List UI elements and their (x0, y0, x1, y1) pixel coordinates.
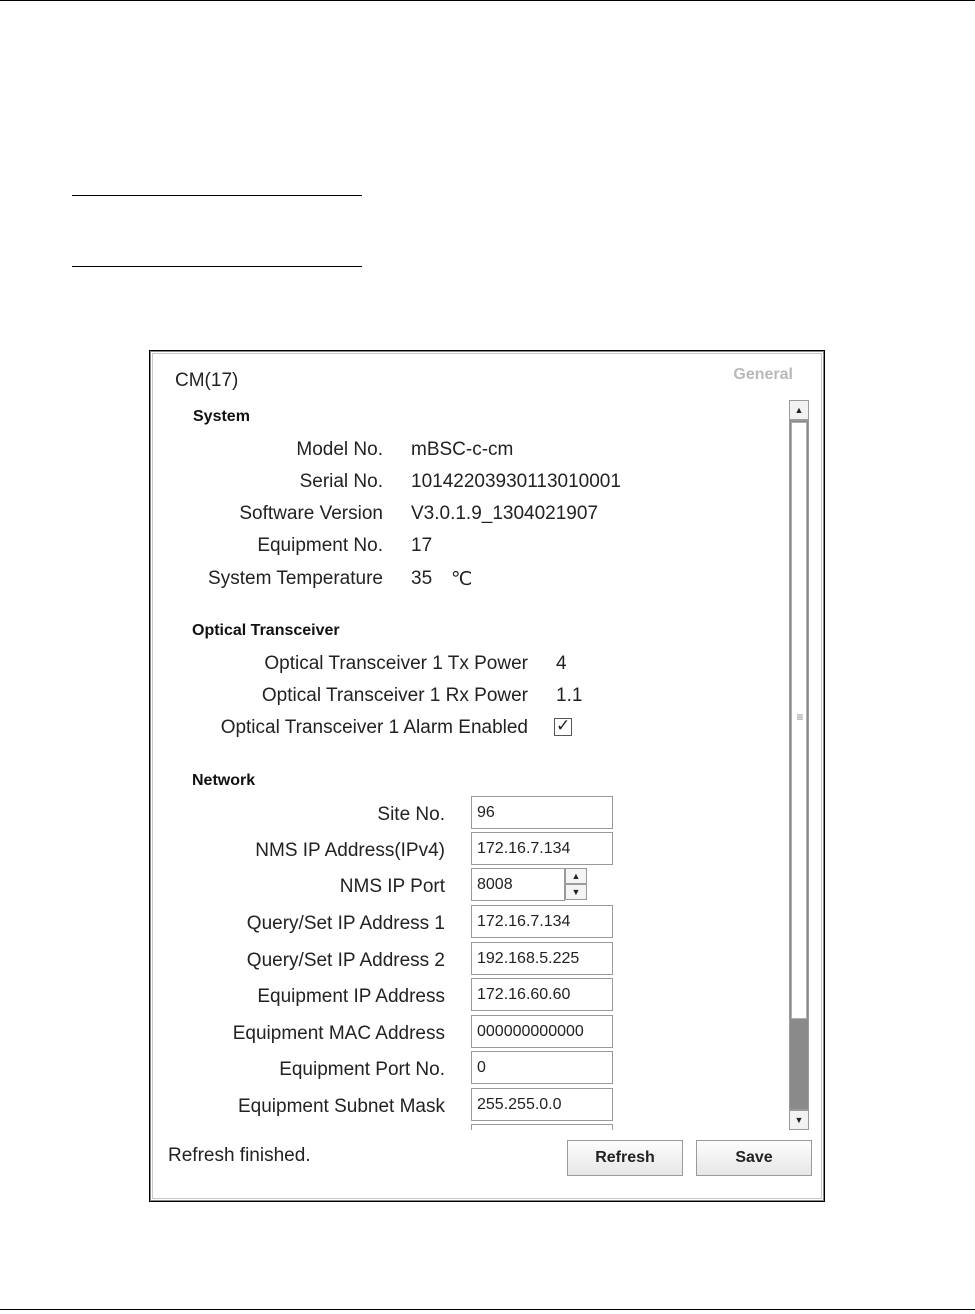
scroll-content (153, 400, 789, 1130)
equipment-port-label: Equipment Port No. (279, 1059, 445, 1080)
refresh-button[interactable]: Refresh (567, 1140, 683, 1176)
blank-underline-1 (72, 195, 362, 196)
nms-ip-port-input[interactable] (471, 868, 565, 901)
tab-general[interactable]: General (733, 366, 793, 383)
model-no-label: Model No. (296, 439, 383, 460)
status-text: Refresh finished. (168, 1145, 311, 1166)
subnet-mask-input[interactable] (471, 1088, 613, 1121)
panel-body (152, 353, 822, 1199)
subnet-mask-label: Equipment Subnet Mask (237, 1096, 445, 1117)
equipment-mac-label: Equipment MAC Address (232, 1023, 445, 1044)
nms-ip-address-input[interactable] (471, 832, 613, 865)
equipment-no-label: Equipment No. (257, 535, 383, 556)
page-bottom-rule (0, 1309, 975, 1310)
query-set-ip-1-label: Query/Set IP Address 1 (246, 913, 445, 934)
cm-settings-panel (149, 350, 825, 1202)
query-set-ip-1-input[interactable] (471, 905, 613, 938)
site-no-label: Site No. (377, 804, 445, 825)
system-temperature-label: System Temperature (208, 568, 383, 589)
page-top-rule (0, 0, 975, 1)
serial-no-label: Serial No. (299, 471, 383, 492)
checkmark-icon: ✓ (556, 716, 571, 735)
nms-ip-address-label: NMS IP Address(IPv4) (255, 840, 445, 861)
model-no-value: mBSC-c-cm (411, 439, 514, 460)
equipment-ip-label: Equipment IP Address (257, 986, 445, 1007)
tx-power-value: 4 (556, 653, 567, 674)
equipment-port-input[interactable] (471, 1051, 613, 1084)
scroll-track[interactable] (789, 420, 809, 1110)
section-heading-optical: Optical Transceiver (192, 622, 340, 639)
spin-down-icon[interactable]: ▼ (565, 884, 587, 900)
temperature-unit: ℃ (451, 569, 473, 590)
rx-power-value: 1.1 (556, 685, 583, 706)
serial-no-value: 10142203930113010001 (411, 471, 621, 492)
save-button[interactable]: Save (696, 1140, 812, 1176)
rx-power-label: Optical Transceiver 1 Rx Power (261, 685, 528, 706)
nms-ip-port-label: NMS IP Port (339, 876, 445, 897)
query-set-ip-2-label: Query/Set IP Address 2 (246, 950, 445, 971)
software-version-label: Software Version (239, 503, 383, 524)
equipment-no-value: 17 (411, 535, 433, 556)
equipment-mac-input[interactable] (471, 1015, 613, 1048)
section-heading-system: System (193, 408, 250, 425)
panel-title: CM(17) (175, 370, 239, 391)
tx-power-label: Optical Transceiver 1 Tx Power (264, 653, 528, 674)
scroll-down-icon[interactable]: ▼ (789, 1110, 809, 1130)
system-temperature-value: 35 (411, 568, 433, 589)
grip-icon: ≡ (796, 710, 804, 724)
software-version-value: V3.0.1.9_1304021907 (411, 503, 599, 524)
site-no-input[interactable] (471, 796, 613, 829)
vertical-scrollbar[interactable] (789, 400, 809, 1130)
partial-input-row[interactable] (471, 1124, 613, 1130)
nms-ip-port-stepper (565, 868, 587, 901)
scroll-thumb[interactable] (791, 422, 807, 1019)
blank-underline-2 (72, 266, 362, 267)
query-set-ip-2-input[interactable] (471, 942, 613, 975)
section-heading-network: Network (192, 772, 256, 789)
alarm-enabled-checkbox[interactable] (554, 718, 572, 736)
scroll-up-icon[interactable]: ▲ (789, 400, 809, 420)
spin-up-icon[interactable]: ▲ (565, 868, 587, 884)
alarm-enabled-label: Optical Transceiver 1 Alarm Enabled (220, 717, 528, 738)
equipment-ip-input[interactable] (471, 978, 613, 1011)
